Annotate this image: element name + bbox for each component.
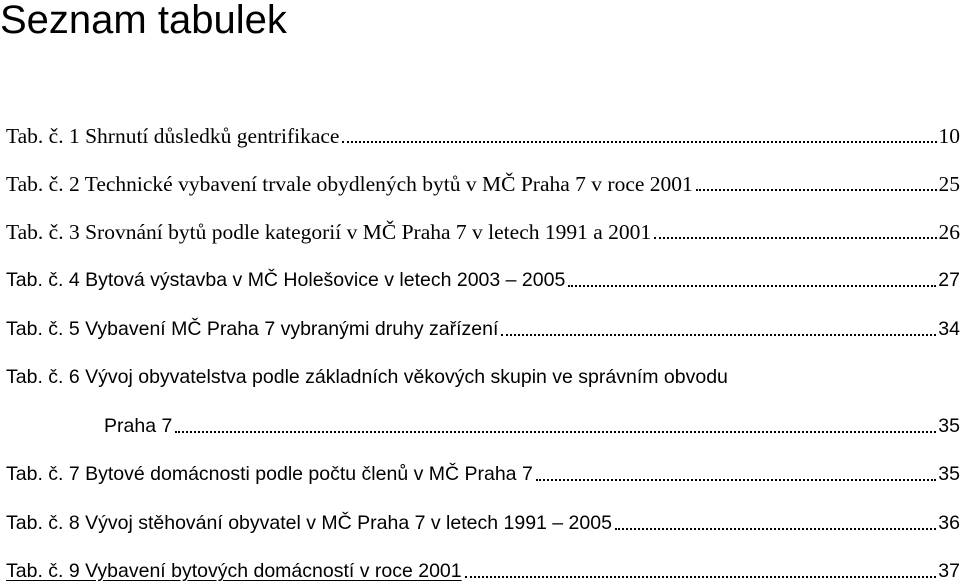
toc-page-number: 27	[938, 269, 960, 291]
toc-entry-9[interactable]	[6, 553, 960, 583]
dot-leader	[175, 431, 936, 433]
toc-page-number: 35	[938, 415, 960, 437]
page-title: Seznam tabulek	[0, 0, 287, 42]
dot-leader	[342, 141, 936, 143]
toc-page-number: 36	[938, 512, 960, 534]
toc-entry-text: Tab. č. 8 Vývoj stěhování obyvatel v MČ Praha 7 v letech 1991 – 2005	[6, 512, 612, 534]
dot-leader	[696, 189, 937, 191]
toc-entry-text: Tab. č. 4 Bytová výstavba v MČ Holešovice v letech 2003 – 2005	[6, 269, 566, 291]
toc-entry-6-continuation[interactable]	[6, 408, 960, 438]
toc-page-number: 34	[938, 318, 960, 340]
dot-leader	[465, 576, 937, 578]
toc-entry-3[interactable]	[6, 214, 960, 244]
toc-entry-5[interactable]	[6, 311, 960, 341]
toc-page-number: 26	[938, 220, 960, 244]
dot-leader	[501, 334, 936, 336]
toc-page-number: 37	[938, 560, 960, 582]
toc-page-number: 25	[938, 172, 960, 196]
toc-entry-4[interactable]	[6, 262, 960, 292]
toc-entry-8[interactable]	[6, 505, 960, 535]
toc-page-number: 35	[938, 463, 960, 485]
toc-entry-7[interactable]	[6, 456, 960, 486]
dot-leader	[615, 528, 936, 530]
dot-leader	[536, 479, 937, 481]
toc-entry-2[interactable]	[6, 166, 960, 196]
toc-entry-6[interactable]	[6, 359, 960, 389]
toc-entry-text: Tab. č. 9 Vybavení bytových domácností v roce 2001	[6, 560, 462, 582]
toc-entry-text: Tab. č. 1 Shrnutí důsledků gentrifikace	[6, 124, 340, 148]
table-of-tables	[6, 0, 960, 588]
toc-entry-text: Tab. č. 2 Technické vybavení trvale obydlených bytů v MČ Praha 7 v roce 2001	[6, 172, 693, 196]
toc-entry-text: Tab. č. 3 Srovnání bytů podle kategorií v MČ Praha 7 v letech 1991 a 2001	[6, 220, 652, 244]
toc-entry-text: Tab. č. 5 Vybavení MČ Praha 7 vybranými druhy zařízení	[6, 318, 499, 340]
toc-entry-text: Praha 7	[104, 415, 173, 437]
toc-entry-1[interactable]	[6, 118, 960, 148]
toc-entry-text: Tab. č. 7 Bytové domácnosti podle počtu členů v MČ Praha 7	[6, 463, 533, 485]
dot-leader	[654, 237, 936, 239]
toc-page-number: 10	[938, 124, 960, 148]
toc-entry-text: Tab. č. 6 Vývoj obyvatelstva podle základních věkových skupin ve správním obvodu	[6, 366, 728, 388]
dot-leader	[568, 285, 936, 287]
